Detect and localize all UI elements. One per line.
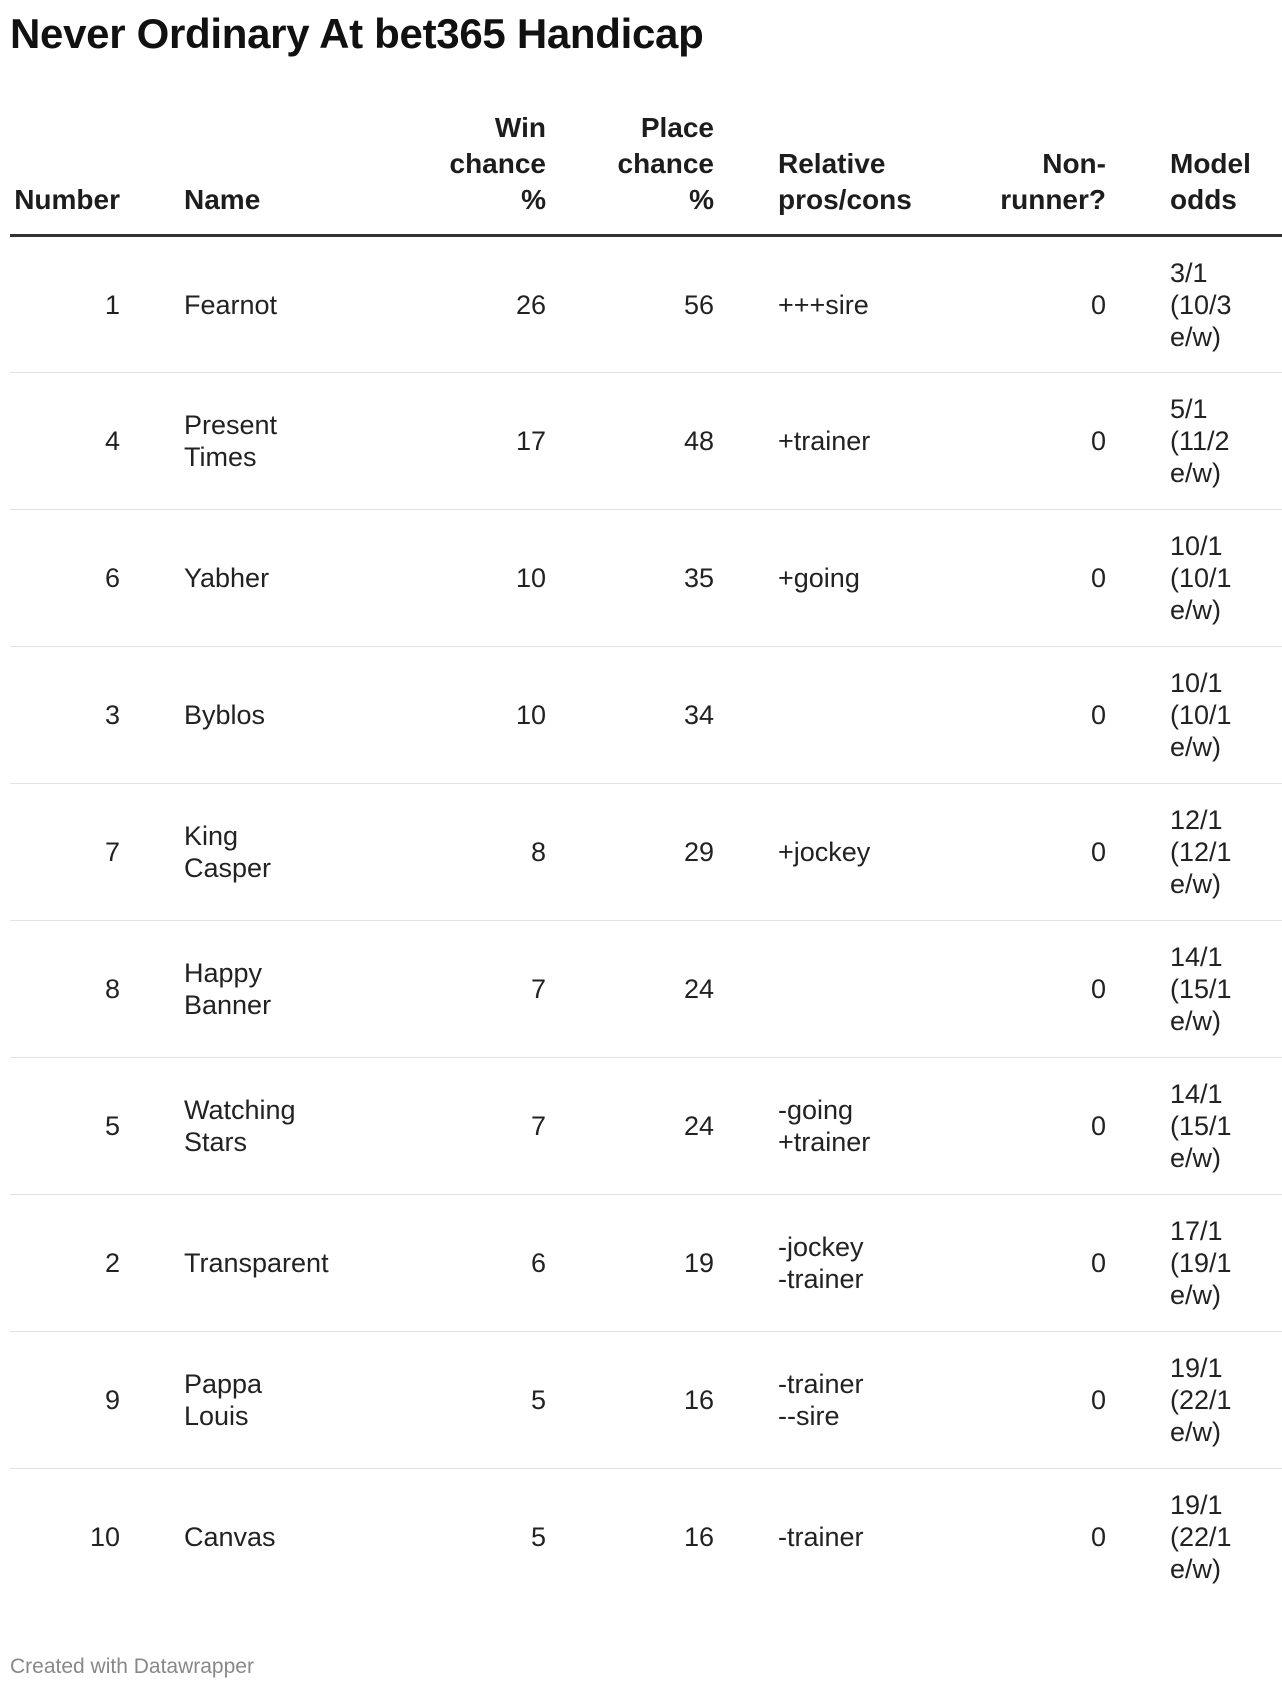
cell-win-chance-text: 26 — [515, 289, 546, 320]
cell-model-odds — [1106, 510, 1282, 647]
cell-win-chance — [398, 236, 546, 373]
cell-non-runner — [990, 921, 1106, 1058]
cell-number — [10, 373, 120, 510]
cell-win-chance-text: 10 — [515, 563, 546, 593]
table-row — [10, 921, 1282, 1058]
cell-pros-cons — [714, 373, 990, 510]
cell-name-text: Byblos — [184, 700, 266, 730]
cell-name-text: Watching Stars — [184, 1095, 296, 1157]
header-place-chance[interactable] — [546, 110, 714, 236]
cell-name-text: Transparent — [184, 1248, 329, 1278]
cell-model-odds-text: 10/1 (10/1 e/w) — [1170, 668, 1232, 762]
cell-non-runner-text: 0 — [1090, 563, 1106, 593]
cell-model-odds — [1106, 647, 1282, 784]
cell-number-text: 2 — [104, 1248, 120, 1278]
cell-win-chance-text: 8 — [530, 837, 546, 867]
cell-pros-cons-text: -jockey -trainer — [778, 1232, 864, 1294]
cell-number-text: 10 — [89, 1522, 120, 1553]
cell-place-chance-text: 16 — [683, 1385, 714, 1415]
cell-win-chance — [398, 510, 546, 647]
header-name[interactable] — [120, 110, 398, 236]
cell-number — [10, 1469, 120, 1606]
cell-pros-cons — [714, 510, 990, 647]
cell-win-chance — [398, 1332, 546, 1469]
cell-number — [10, 921, 120, 1058]
cell-name — [120, 784, 398, 921]
cell-non-runner — [990, 784, 1106, 921]
cell-model-odds-text: 10/1 (10/1 e/w) — [1170, 531, 1232, 625]
cell-model-odds — [1106, 921, 1282, 1058]
table-row — [10, 1058, 1282, 1195]
table-row — [10, 1195, 1282, 1332]
cell-place-chance-text: 48 — [683, 426, 714, 456]
cell-place-chance-text: 24 — [683, 1111, 714, 1141]
cell-number — [10, 647, 120, 784]
cell-win-chance-text: 7 — [530, 974, 546, 1004]
cell-place-chance — [546, 236, 714, 373]
cell-place-chance-text: 34 — [683, 700, 714, 730]
cell-number-text: 5 — [104, 1111, 120, 1141]
cell-model-odds — [1106, 1469, 1282, 1606]
cell-pros-cons — [714, 921, 990, 1058]
header-label: Number — [14, 184, 120, 215]
cell-non-runner-text: 0 — [1090, 1248, 1106, 1278]
table-row — [10, 647, 1282, 784]
cell-name-text: Present Times — [184, 410, 278, 472]
cell-non-runner — [990, 373, 1106, 510]
cell-win-chance-text: 5 — [530, 1385, 546, 1415]
cell-name — [120, 1332, 398, 1469]
cell-number — [10, 1058, 120, 1195]
header-label: Non- runner? — [1000, 148, 1106, 215]
header-label: Relative pros/cons — [778, 148, 912, 215]
cell-name — [120, 647, 398, 784]
cell-number-text: 3 — [104, 700, 120, 730]
cell-win-chance — [398, 647, 546, 784]
cell-model-odds — [1106, 1058, 1282, 1195]
cell-number — [10, 236, 120, 373]
cell-name — [120, 921, 398, 1058]
cell-place-chance-text: 16 — [683, 1522, 714, 1553]
cell-non-runner — [990, 1469, 1106, 1606]
cell-pros-cons-text: +jockey — [778, 837, 871, 867]
cell-model-odds-text: 14/1 (15/1 e/w) — [1170, 942, 1232, 1036]
cell-model-odds-text: 3/1 (10/3 e/w) — [1170, 257, 1232, 352]
cell-name-text: Fearnot — [184, 289, 278, 320]
header-label: Model odds — [1170, 148, 1251, 215]
cell-number — [10, 510, 120, 647]
cell-name-text: Happy Banner — [184, 958, 272, 1020]
cell-name — [120, 373, 398, 510]
cell-name — [120, 1469, 398, 1606]
cell-number-text: 1 — [104, 289, 120, 320]
cell-number — [10, 784, 120, 921]
cell-pros-cons — [714, 1195, 990, 1332]
cell-name — [120, 510, 398, 647]
cell-name-text: Canvas — [184, 1522, 276, 1553]
cell-model-odds-text: 19/1 (22/1 e/w) — [1170, 1353, 1232, 1447]
cell-place-chance — [546, 1195, 714, 1332]
cell-pros-cons — [714, 236, 990, 373]
footer-credit[interactable]: Created with Datawrapper — [10, 1655, 254, 1678]
cell-non-runner-text: 0 — [1090, 974, 1106, 1004]
header-label: Place chance % — [617, 112, 714, 215]
cell-place-chance — [546, 784, 714, 921]
cell-model-odds-text: 5/1 (11/2 e/w) — [1170, 394, 1230, 488]
cell-win-chance — [398, 784, 546, 921]
cell-model-odds-text: 17/1 (19/1 e/w) — [1170, 1216, 1232, 1310]
cell-place-chance — [546, 921, 714, 1058]
cell-win-chance — [398, 921, 546, 1058]
cell-win-chance-text: 10 — [515, 700, 546, 730]
header-row — [10, 110, 1282, 236]
cell-place-chance-text: 29 — [683, 837, 714, 867]
race-table — [10, 110, 1282, 1606]
cell-win-chance — [398, 1058, 546, 1195]
cell-non-runner-text: 0 — [1090, 289, 1106, 320]
cell-name-text: Yabher — [184, 563, 270, 593]
cell-pros-cons-text: -going +trainer — [778, 1095, 871, 1157]
header-model-odds[interactable] — [1106, 110, 1282, 236]
cell-pros-cons — [714, 1332, 990, 1469]
cell-non-runner-text: 0 — [1090, 1385, 1106, 1415]
cell-model-odds — [1106, 373, 1282, 510]
table-body — [10, 236, 1282, 1606]
cell-pros-cons-text: -trainer — [778, 1522, 864, 1553]
cell-number-text: 8 — [104, 974, 120, 1004]
cell-win-chance-text: 5 — [530, 1522, 546, 1553]
header-pros-cons[interactable] — [714, 110, 990, 236]
table-row — [10, 236, 1282, 373]
cell-place-chance-text: 24 — [683, 974, 714, 1004]
cell-place-chance — [546, 373, 714, 510]
cell-name — [120, 236, 398, 373]
table-row — [10, 1469, 1282, 1606]
cell-number — [10, 1195, 120, 1332]
header-label: Win chance % — [449, 112, 546, 215]
cell-non-runner — [990, 510, 1106, 647]
cell-non-runner-text: 0 — [1090, 1522, 1106, 1553]
cell-non-runner-text: 0 — [1090, 1111, 1106, 1141]
cell-non-runner-text: 0 — [1090, 426, 1106, 456]
cell-place-chance-text: 19 — [683, 1248, 714, 1278]
cell-model-odds — [1106, 784, 1282, 921]
cell-name — [120, 1195, 398, 1332]
cell-place-chance-text: 56 — [683, 289, 714, 320]
cell-name-text: King Casper — [184, 821, 272, 883]
cell-pros-cons — [714, 784, 990, 921]
header-non-runner[interactable] — [990, 110, 1106, 236]
cell-model-odds — [1106, 1332, 1282, 1469]
cell-place-chance-text: 35 — [683, 563, 714, 593]
cell-non-runner-text: 0 — [1090, 837, 1106, 867]
cell-win-chance — [398, 1195, 546, 1332]
cell-name — [120, 1058, 398, 1195]
cell-pros-cons — [714, 1058, 990, 1195]
cell-number-text: 6 — [104, 563, 120, 593]
cell-model-odds-text: 19/1 (22/1 e/w) — [1170, 1490, 1232, 1585]
cell-win-chance — [398, 373, 546, 510]
cell-pros-cons-text: -trainer --sire — [778, 1369, 864, 1431]
chart-title: Never Ordinary At bet365 Handicap — [10, 10, 704, 57]
cell-place-chance — [546, 1469, 714, 1606]
cell-place-chance — [546, 647, 714, 784]
cell-non-runner — [990, 1332, 1106, 1469]
table-row — [10, 1332, 1282, 1469]
cell-non-runner — [990, 236, 1106, 373]
table-row — [10, 784, 1282, 921]
cell-non-runner — [990, 1195, 1106, 1332]
cell-pros-cons-text: +++sire — [778, 289, 869, 320]
cell-model-odds — [1106, 1195, 1282, 1332]
cell-number — [10, 1332, 120, 1469]
cell-pros-cons — [714, 1469, 990, 1606]
cell-win-chance-text: 7 — [530, 1111, 546, 1141]
cell-number-text: 7 — [104, 837, 120, 867]
cell-model-odds-text: 14/1 (15/1 e/w) — [1170, 1079, 1232, 1173]
cell-pros-cons-text: +going — [778, 563, 860, 593]
table-row — [10, 510, 1282, 647]
cell-place-chance — [546, 1058, 714, 1195]
cell-model-odds-text: 12/1 (12/1 e/w) — [1170, 805, 1232, 899]
cell-place-chance — [546, 1332, 714, 1469]
header-number[interactable] — [10, 110, 120, 236]
cell-pros-cons-text: +trainer — [778, 426, 871, 456]
header-win-chance[interactable] — [398, 110, 546, 236]
cell-place-chance — [546, 510, 714, 647]
cell-pros-cons — [714, 647, 990, 784]
cell-name-text: Pappa Louis — [184, 1369, 263, 1431]
cell-model-odds — [1106, 236, 1282, 373]
cell-non-runner — [990, 647, 1106, 784]
table-row — [10, 373, 1282, 510]
cell-win-chance-text: 17 — [515, 426, 546, 456]
header-label: Name — [184, 184, 261, 215]
cell-win-chance-text: 6 — [530, 1248, 546, 1278]
cell-non-runner-text: 0 — [1090, 700, 1106, 730]
cell-number-text: 4 — [104, 426, 120, 456]
cell-non-runner — [990, 1058, 1106, 1195]
cell-win-chance — [398, 1469, 546, 1606]
cell-number-text: 9 — [104, 1385, 120, 1415]
